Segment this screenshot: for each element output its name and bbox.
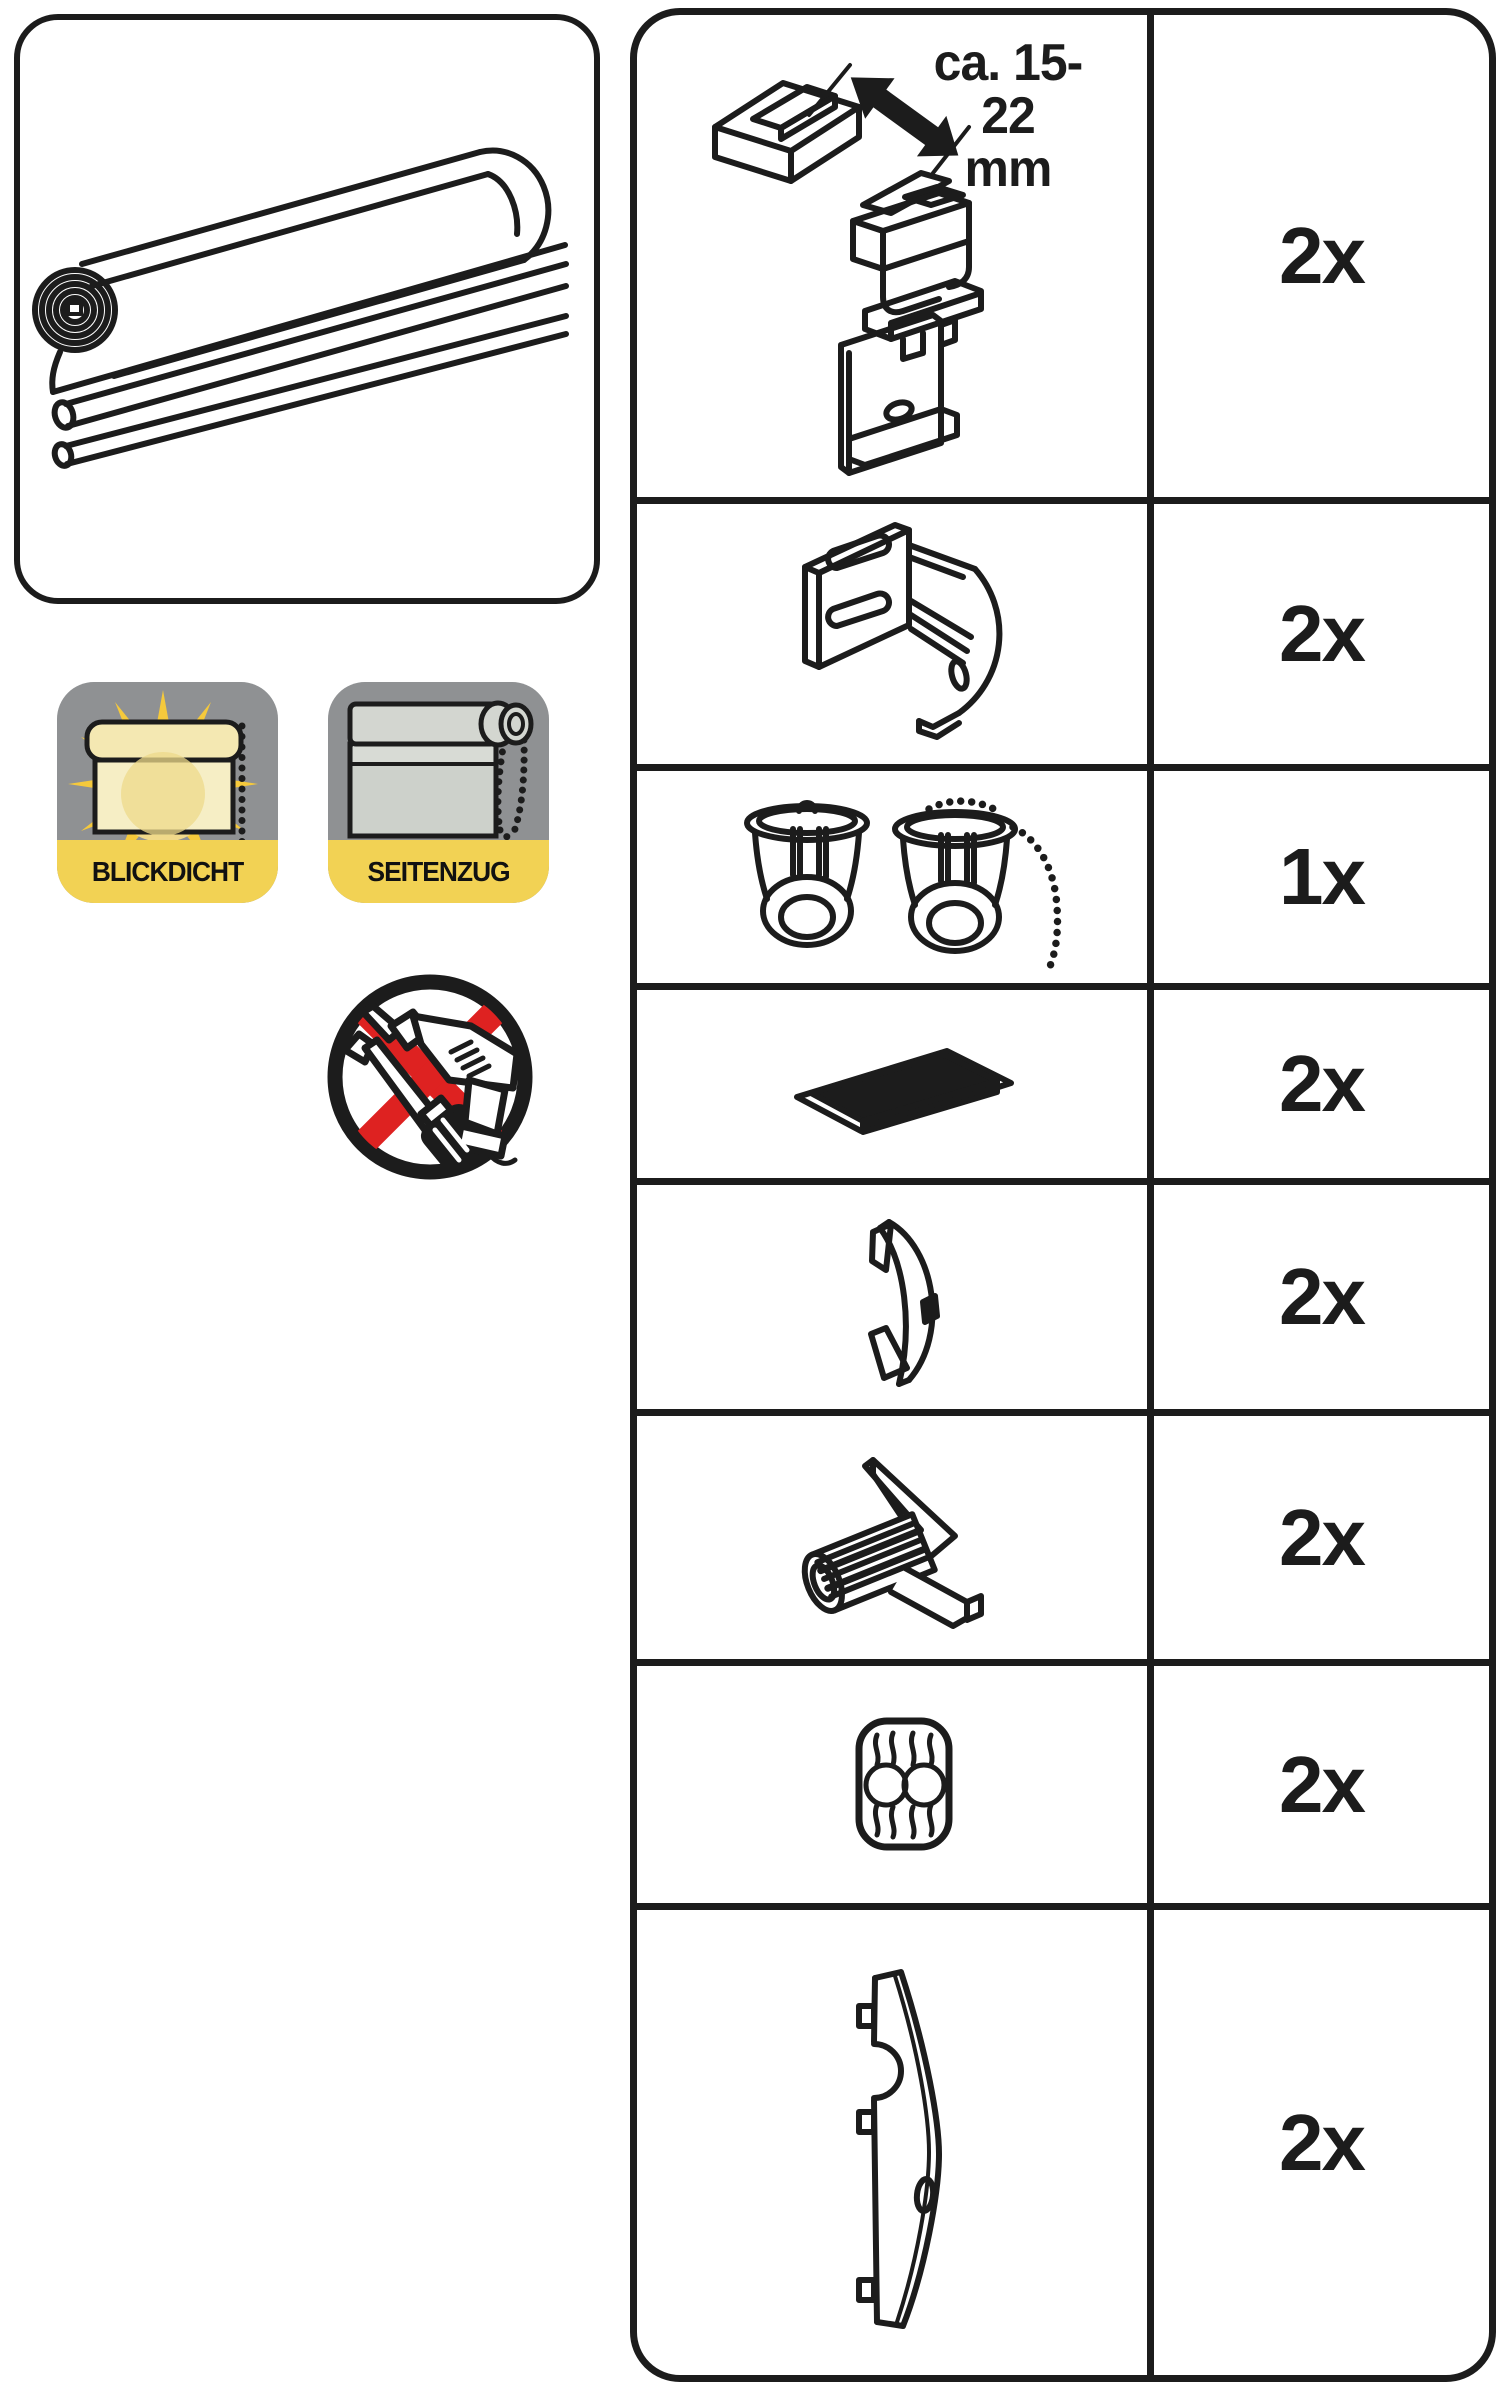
badge-seitenzug-band xyxy=(328,840,549,903)
table-row xyxy=(637,497,1489,764)
table-row xyxy=(637,764,1489,983)
badge-seitenzug-label: SEITENZUG xyxy=(367,855,510,887)
roller-blind-illustration xyxy=(20,20,582,586)
part-illustration-chain-end-caps xyxy=(637,771,1154,983)
quantity-value: 2x xyxy=(1279,1492,1364,1582)
part-illustration-gear-spindle-adapter xyxy=(637,1416,1154,1659)
badge-blickdicht-band xyxy=(57,840,278,903)
part-illustration-chain-connector xyxy=(637,1666,1154,1903)
no-drill-icon xyxy=(321,968,539,1186)
clamp-range-unit: mm xyxy=(964,140,1052,199)
badge-seitenzug xyxy=(328,682,549,903)
product-panel xyxy=(14,14,600,604)
part-illustration-clamp-wedge xyxy=(637,1185,1154,1409)
quantity-value: 1x xyxy=(1279,832,1364,921)
parts-table xyxy=(630,8,1496,2382)
clamp-range-value: ca. 15-22 xyxy=(933,34,1083,146)
table-row xyxy=(637,983,1489,1178)
table-row xyxy=(637,1659,1489,1903)
quantity-value: 2x xyxy=(1279,1252,1364,1341)
badge-blickdicht xyxy=(57,682,278,903)
part-illustration-adhesive-pad xyxy=(637,990,1154,1178)
quantity-value: 2x xyxy=(1279,589,1364,678)
table-row xyxy=(637,15,1489,497)
part-illustration-side-cover-profile xyxy=(637,1910,1154,2375)
badge-blickdicht-label: BLICKDICHT xyxy=(91,855,244,887)
table-row xyxy=(637,1409,1489,1659)
quantity-value: 2x xyxy=(1279,2097,1364,2187)
sun-behind-blind-icon xyxy=(57,682,278,840)
part-illustration-wall-bracket xyxy=(637,504,1154,764)
quantity-value: 2x xyxy=(1279,1039,1364,1128)
part-illustration-ceiling-clamp-bracket xyxy=(637,15,1154,497)
table-row xyxy=(637,1178,1489,1409)
table-row xyxy=(637,1903,1489,2375)
side-chain-blind-icon xyxy=(328,682,549,840)
quantity-value: 2x xyxy=(1279,211,1364,300)
quantity-value: 2x xyxy=(1279,1739,1364,1829)
